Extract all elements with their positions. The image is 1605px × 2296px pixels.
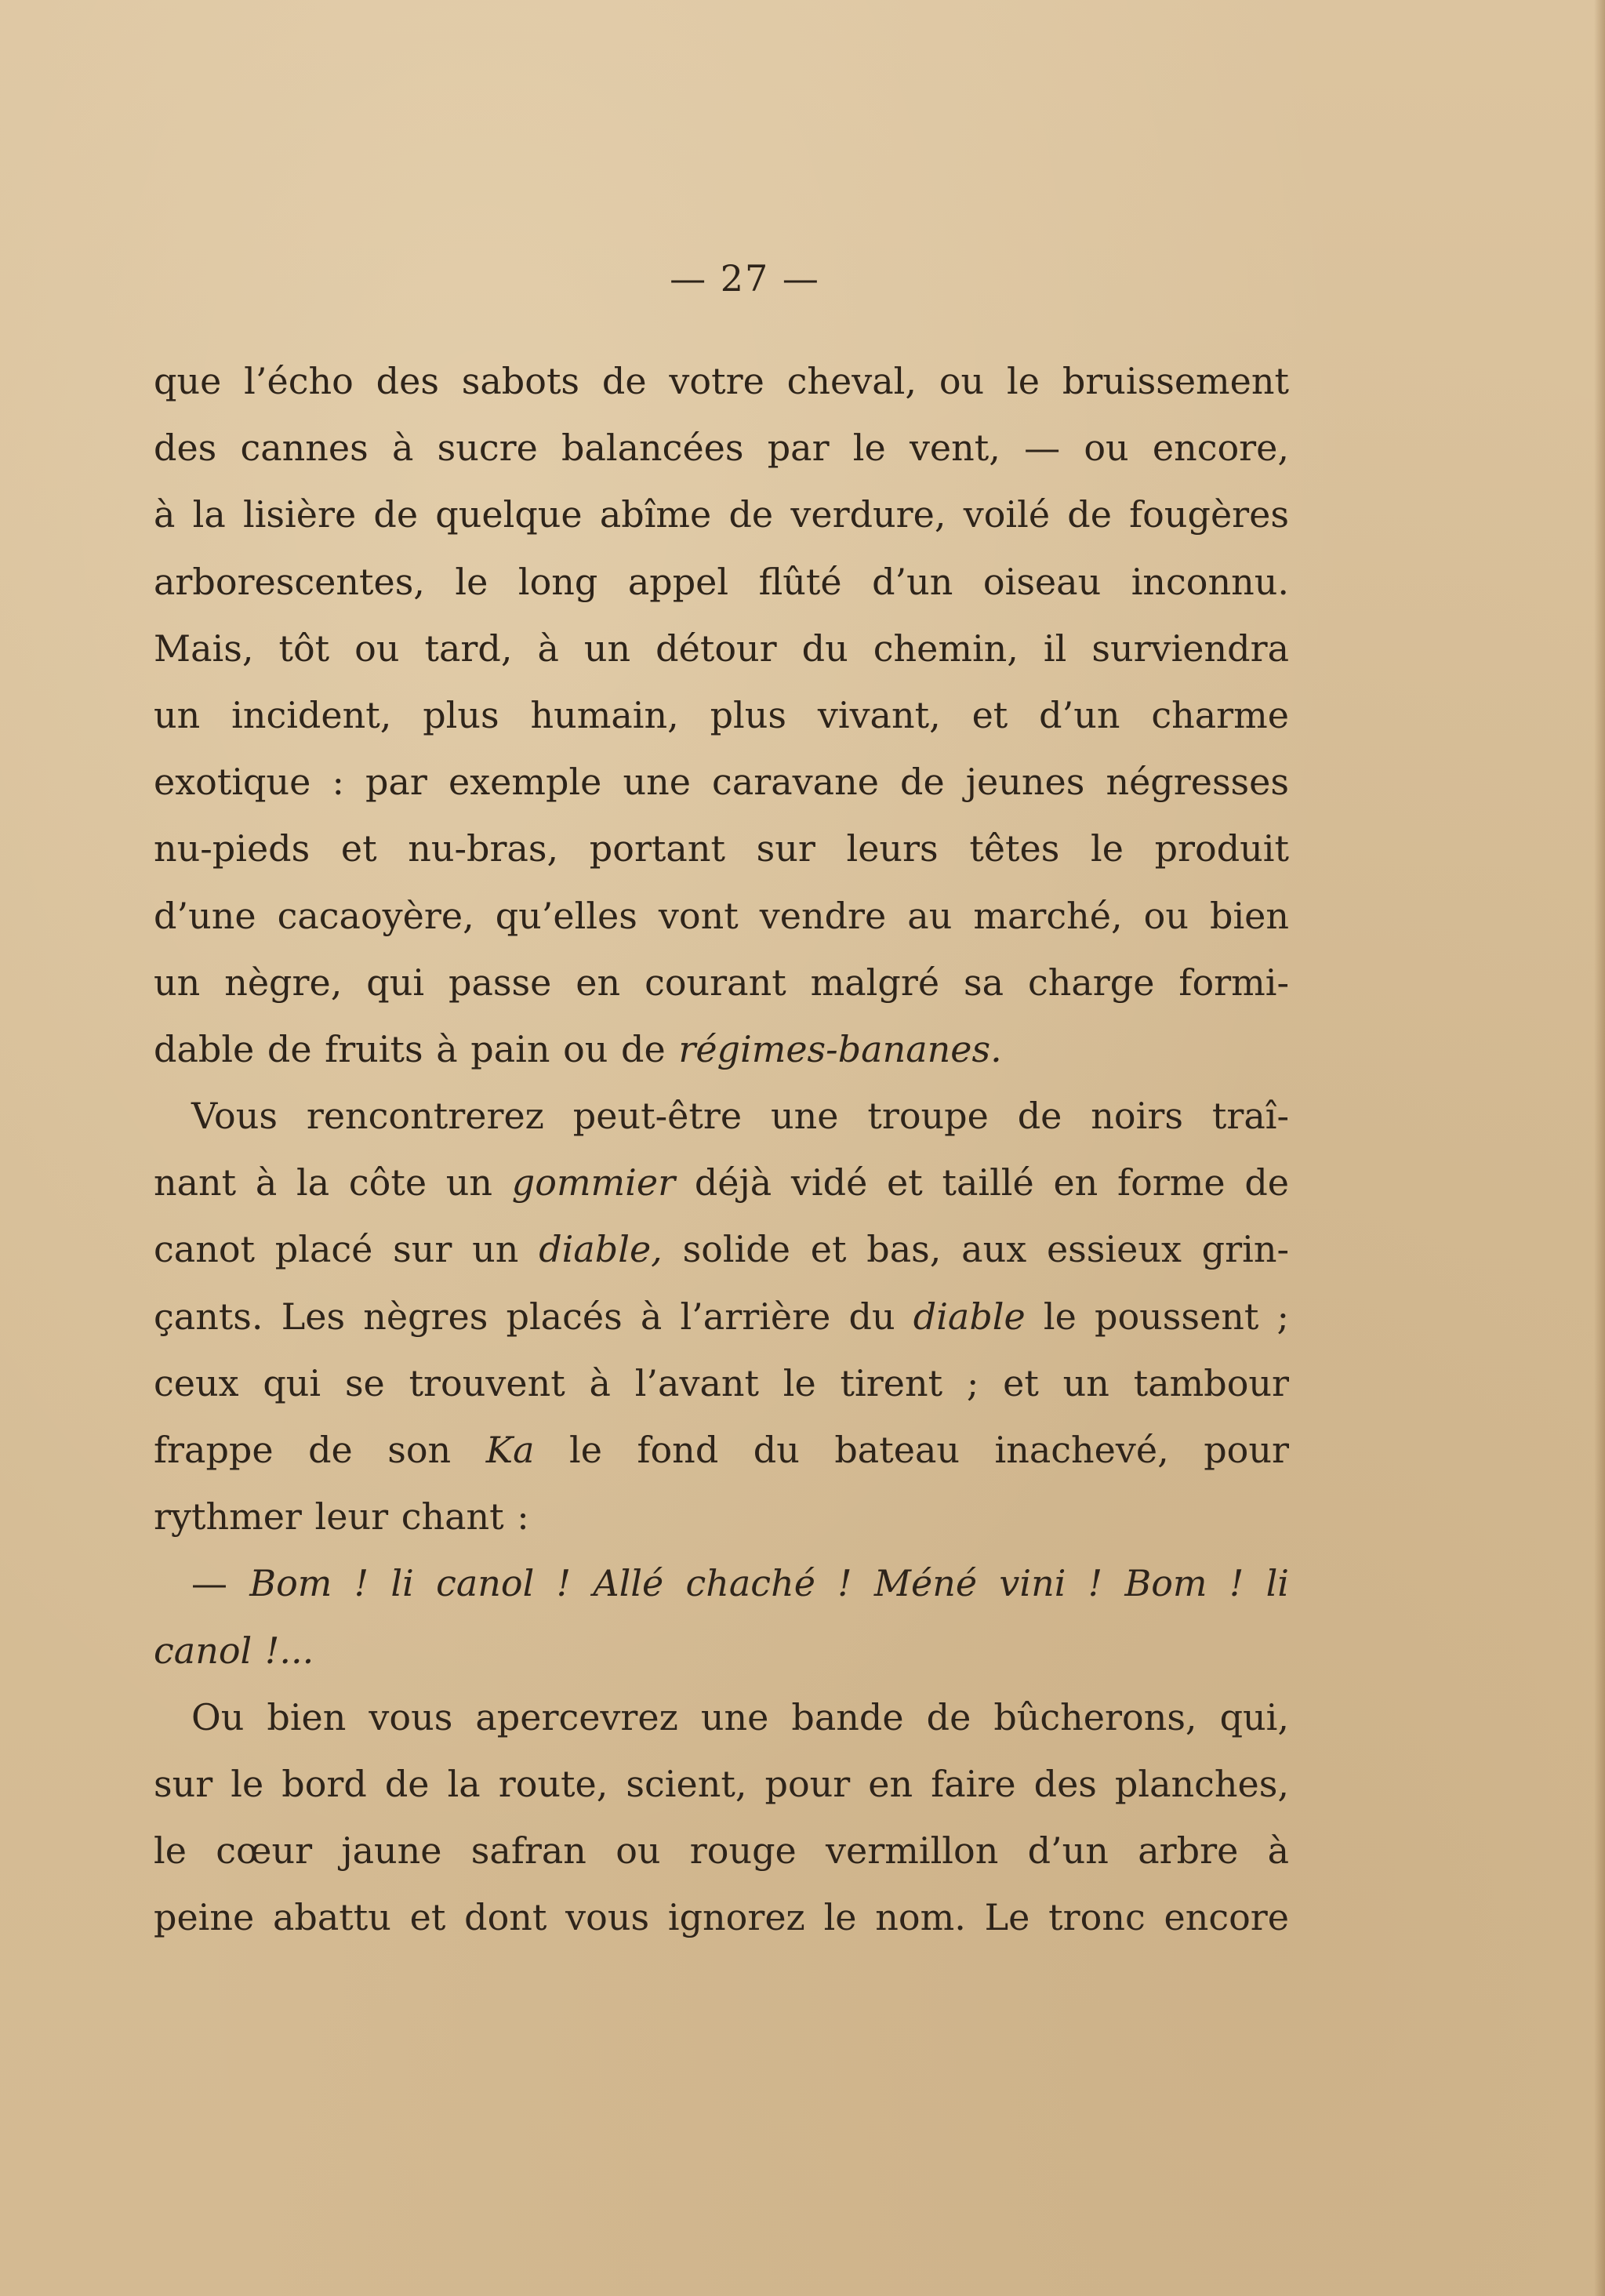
text-line (154, 1216, 1289, 1283)
text-line: rythmer leur chant : (154, 1495, 529, 1539)
song-line (154, 1550, 1289, 1617)
page-edge-shadow (1594, 0, 1605, 2296)
text-line: sur le bord de la route, scient, pour en faire des planches, (154, 1762, 1289, 1805)
page-number: — 27 — (670, 257, 820, 300)
text-line (154, 1417, 1289, 1484)
text-line: Mais, tôt ou tard, à un détour du chemin, il surviendra (154, 627, 1289, 670)
text-line: peine abattu et dont vous ignorez le nom. Le tronc encore (154, 1896, 1289, 1939)
italic-term: Ka (485, 1429, 535, 1471)
text-line: le cœur jaune safran ou rouge vermillon d’un arbre à (154, 1829, 1289, 1873)
text-line (154, 1016, 1289, 1083)
text-segment: canot placé sur un (154, 1228, 539, 1271)
italic-term: gommier (511, 1161, 676, 1204)
italic-term: régimes-bananes. (678, 1027, 1002, 1070)
text-segment: çants. Les nègres placés à l’arrière du (154, 1295, 913, 1338)
body-text (154, 348, 1289, 1952)
text-line: nu-pieds et nu-bras, portant sur leurs têtes le produit (154, 827, 1289, 870)
text-line: exotique : par exemple une caravane de jeunes négresses (154, 761, 1289, 804)
text-segment: — (191, 1562, 250, 1605)
text-line (154, 1284, 1289, 1350)
text-line: arborescentes, le long appel flûté d’un oiseau inconnu. (154, 560, 1289, 603)
text-segment: solide et bas, aux essieux grin- (662, 1228, 1289, 1271)
text-line: d’une cacaoyère, qu’elles vont vendre au marché, ou bien (154, 894, 1289, 937)
text-segment: dable de fruits à pain ou de (154, 1027, 679, 1070)
song-text: Bom ! li canol ! Allé chaché ! Méné vini ! Bom ! li (249, 1562, 1289, 1605)
text-line (154, 1150, 1289, 1216)
paragraph-start-line: Ou bien vous apercevrez une bande de bûcherons, qui, (191, 1695, 1289, 1738)
text-segment: déjà vidé et taillé en forme de (675, 1161, 1289, 1204)
text-line: que l’écho des sabots de votre cheval, ou le bruissement (154, 360, 1289, 402)
text-line: un incident, plus humain, plus vivant, et d’un charme (154, 693, 1289, 736)
italic-term: diable (913, 1295, 1026, 1338)
text-line: à la lisière de quelque abîme de verdure, voilé de fougères (154, 493, 1289, 536)
text-segment: le fond du bateau inachevé, pour (534, 1429, 1289, 1471)
paragraph-start-line: Vous rencontrerez peut-être une troupe de noirs traî- (191, 1095, 1289, 1138)
song-line (154, 1618, 1289, 1684)
italic-term: diable, (539, 1228, 663, 1271)
song-text: canol !... (154, 1629, 314, 1672)
text-segment: frappe de son (154, 1429, 486, 1471)
text-line: un nègre, qui passe en courant malgré sa charge formi- (154, 961, 1289, 1004)
text-segment: le poussent ; (1025, 1295, 1289, 1338)
text-line: ceux qui se trouvent à l’avant le tirent ; et un tambour (154, 1361, 1289, 1404)
text-segment: nant à la côte un (154, 1161, 512, 1204)
text-line: des cannes à sucre balancées par le vent, — ou encore, (154, 427, 1289, 470)
